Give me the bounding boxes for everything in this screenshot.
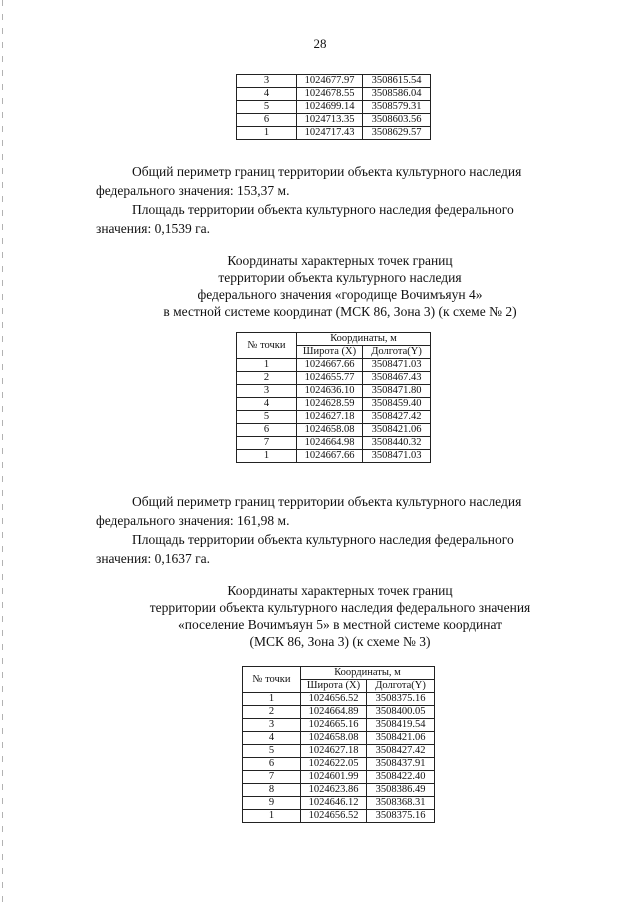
header-lat: Широта (X): [301, 680, 367, 693]
coordinates-table-3: [242, 666, 435, 823]
coordinates-table-1: [236, 74, 431, 140]
latitude-cell: 1024623.86: [301, 784, 367, 797]
latitude-cell: 1024677.97: [297, 75, 363, 88]
area-text-2: Площадь территории объекта культурного наследия федерального значения: 0,1637 га.: [96, 532, 514, 566]
table-row: [243, 758, 435, 771]
table-row: [237, 385, 431, 398]
table-row: [243, 719, 435, 732]
point-number-cell: 9: [243, 797, 301, 810]
point-number-cell: 3: [237, 75, 297, 88]
latitude-cell: 1024622.05: [301, 758, 367, 771]
scan-edge: [2, 0, 3, 905]
heading-3: [90, 582, 590, 650]
header-coords: Координаты, м: [297, 333, 431, 346]
point-number-cell: 2: [237, 372, 297, 385]
latitude-cell: 1024627.18: [301, 745, 367, 758]
heading-2: [90, 252, 590, 320]
longitude-cell: 3508440.32: [363, 437, 431, 450]
longitude-cell: 3508579.31: [363, 101, 431, 114]
table-row: [243, 745, 435, 758]
table-row: [237, 75, 431, 88]
longitude-cell: 3508386.49: [367, 784, 435, 797]
longitude-cell: 3508471.03: [363, 450, 431, 463]
table-row: [237, 398, 431, 411]
point-number-cell: 5: [243, 745, 301, 758]
longitude-cell: 3508467.43: [363, 372, 431, 385]
latitude-cell: 1024699.14: [297, 101, 363, 114]
latitude-cell: 1024656.52: [301, 693, 367, 706]
point-number-cell: 1: [243, 693, 301, 706]
longitude-cell: 3508427.42: [367, 745, 435, 758]
table-row: [243, 771, 435, 784]
longitude-cell: 3508421.06: [363, 424, 431, 437]
latitude-cell: 1024658.08: [301, 732, 367, 745]
heading-3-line-1: Координаты характерных точек границ: [227, 583, 453, 598]
longitude-cell: 3508427.42: [363, 411, 431, 424]
table-row: [243, 797, 435, 810]
longitude-cell: 3508437.91: [367, 758, 435, 771]
latitude-cell: 1024658.08: [297, 424, 363, 437]
heading-3-line-3: «поселение Вочимъяун 5» в местной системе координат: [177, 617, 503, 632]
point-number-cell: 2: [243, 706, 301, 719]
longitude-cell: 3508422.40: [367, 771, 435, 784]
header-point: № точки: [237, 333, 297, 359]
table-row: [243, 706, 435, 719]
header-lat: Широта (X): [297, 346, 363, 359]
point-number-cell: 1: [237, 359, 297, 372]
table-row: [237, 88, 431, 101]
table-row: [237, 424, 431, 437]
latitude-cell: 1024601.99: [301, 771, 367, 784]
table-row: [237, 411, 431, 424]
table-row: [237, 359, 431, 372]
longitude-cell: 3508375.16: [367, 693, 435, 706]
heading-3-line-4: (МСК 86, Зона 3) (к схеме № 3): [249, 634, 431, 649]
latitude-cell: 1024627.18: [297, 411, 363, 424]
longitude-cell: 3508375.16: [367, 810, 435, 823]
header-lon: Долгота(Y): [367, 680, 435, 693]
latitude-cell: 1024664.98: [297, 437, 363, 450]
longitude-cell: 3508615.54: [363, 75, 431, 88]
latitude-cell: 1024628.59: [297, 398, 363, 411]
point-number-cell: 1: [237, 450, 297, 463]
latitude-cell: 1024664.89: [301, 706, 367, 719]
latitude-cell: 1024678.55: [297, 88, 363, 101]
coordinates-table-2: [236, 332, 431, 463]
header-lon: Долгота(Y): [363, 346, 431, 359]
latitude-cell: 1024717.43: [297, 127, 363, 140]
point-number-cell: 5: [237, 101, 297, 114]
point-number-cell: 6: [237, 424, 297, 437]
longitude-cell: 3508459.40: [363, 398, 431, 411]
latitude-cell: 1024656.52: [301, 810, 367, 823]
table-row: [237, 101, 431, 114]
table-row: [243, 784, 435, 797]
table-row: [243, 810, 435, 823]
header-point: № точки: [243, 667, 301, 693]
point-number-cell: 4: [237, 398, 297, 411]
latitude-cell: 1024636.10: [297, 385, 363, 398]
latitude-cell: 1024667.66: [297, 359, 363, 372]
heading-2-line-1: Координаты характерных точек границ: [227, 253, 453, 268]
point-number-cell: 7: [237, 437, 297, 450]
longitude-cell: 3508603.56: [363, 114, 431, 127]
longitude-cell: 3508471.80: [363, 385, 431, 398]
point-number-cell: 1: [243, 810, 301, 823]
heading-2-line-2: территории объекта культурного наследия: [218, 270, 462, 285]
point-number-cell: 3: [243, 719, 301, 732]
heading-2-line-3: федерального значения «городище Вочимъяун 4»: [197, 287, 483, 302]
longitude-cell: 3508419.54: [367, 719, 435, 732]
longitude-cell: 3508400.05: [367, 706, 435, 719]
longitude-cell: 3508368.31: [367, 797, 435, 810]
point-number-cell: 3: [237, 385, 297, 398]
heading-3-line-2: территории объекта культурного наследия федерального значения: [149, 600, 531, 615]
table-row: [237, 127, 431, 140]
point-number-cell: 6: [237, 114, 297, 127]
latitude-cell: 1024655.77: [297, 372, 363, 385]
table-row: [237, 437, 431, 450]
table-row: [237, 450, 431, 463]
perimeter-text-1: Общий периметр границ территории объекта культурного наследия федерального значения: 153,37 м.: [96, 164, 522, 198]
longitude-cell: 3508629.57: [363, 127, 431, 140]
longitude-cell: 3508471.03: [363, 359, 431, 372]
latitude-cell: 1024667.66: [297, 450, 363, 463]
point-number-cell: 4: [237, 88, 297, 101]
point-number-cell: 8: [243, 784, 301, 797]
table-row: [243, 732, 435, 745]
longitude-cell: 3508586.04: [363, 88, 431, 101]
table-row: [237, 372, 431, 385]
point-number-cell: 7: [243, 771, 301, 784]
latitude-cell: 1024646.12: [301, 797, 367, 810]
table-row: [243, 693, 435, 706]
longitude-cell: 3508421.06: [367, 732, 435, 745]
point-number-cell: 1: [237, 127, 297, 140]
heading-2-line-4: в местной системе координат (МСК 86, Зона 3) (к схеме № 2): [163, 304, 517, 319]
latitude-cell: 1024665.16: [301, 719, 367, 732]
area-text-1: Площадь территории объекта культурного наследия федерального значения: 0,1539 га.: [96, 202, 514, 236]
table-row: [237, 114, 431, 127]
page-number: 28: [313, 36, 327, 51]
latitude-cell: 1024713.35: [297, 114, 363, 127]
header-coords: Координаты, м: [301, 667, 435, 680]
point-number-cell: 5: [237, 411, 297, 424]
perimeter-text-2: Общий периметр границ территории объекта культурного наследия федерального значения: 161,98 м.: [96, 494, 522, 528]
point-number-cell: 6: [243, 758, 301, 771]
point-number-cell: 4: [243, 732, 301, 745]
